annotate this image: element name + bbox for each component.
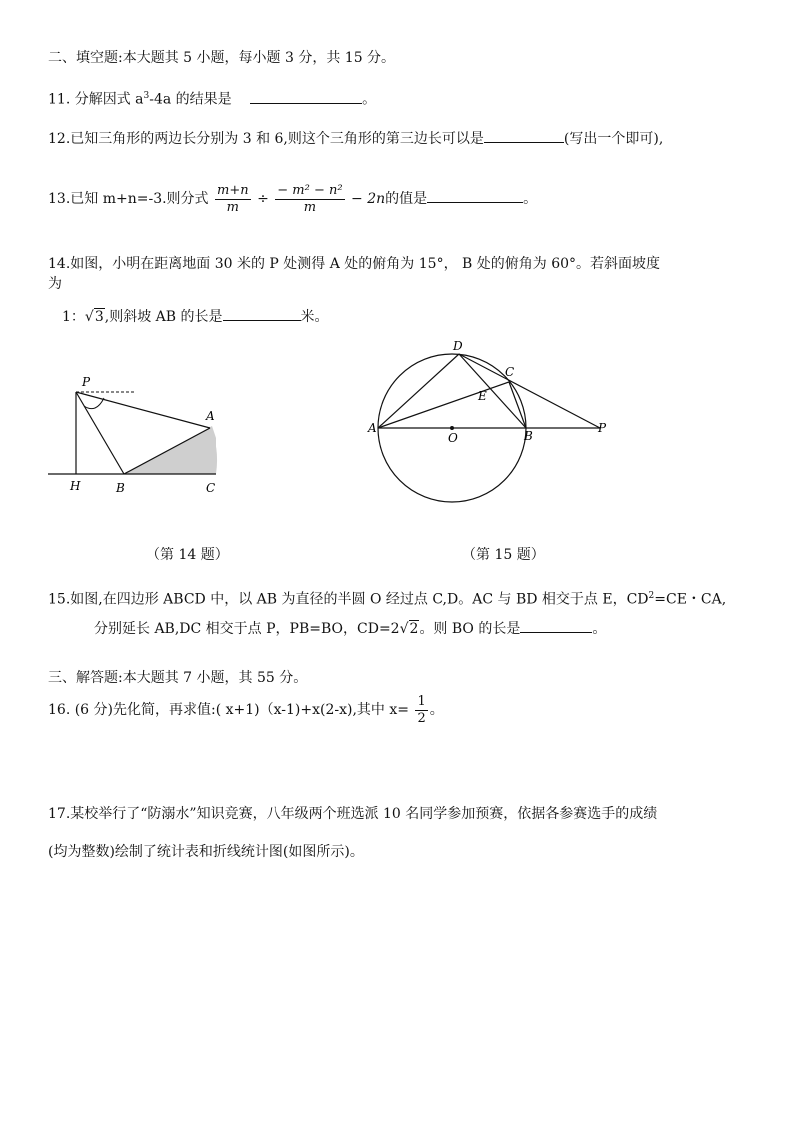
label-C: C: [505, 365, 515, 379]
label-P: P: [82, 375, 91, 389]
question-16: 16. (6 分)先化简，再求值:( x+1)（x-1)+x(2-x),其中 x= $\frac{1}{2}$ 。: [48, 693, 444, 726]
question-14-line-1: 14.如图，小明在距离地面 30 米的 P 处测得 A 处的俯角为 15°， B 处的俯角为 60°。若斜面坡度: [48, 256, 661, 272]
segment-CB: [509, 382, 526, 428]
question-14-line-3: 1：√3,则斜坡 AB 的长是 米。: [62, 306, 329, 327]
sqrt-2: √2: [399, 621, 419, 637]
label-E: E: [478, 389, 487, 403]
fraction-m-plus-n-over-m: $\frac{m+n}{m}$: [217, 182, 249, 215]
label-O: O: [448, 431, 458, 445]
segment-AD: [378, 354, 459, 428]
label-H: H: [70, 479, 81, 493]
question-13: 13.已知 m+n=-3.则分式 $\frac{m+n}{m}$ ÷ $\frac{\text{− m² − n²}}{m}$ − 2n的值是 。: [48, 182, 538, 215]
question-15-line-1: 15.如图,在四边形 ABCD 中，以 AB 为直径的半圆 O 经过点 C,D。AC 与 BD 相交于点 E，$CD^2=CE$・CA,: [48, 591, 727, 608]
question-17-line-1: 17.某校举行了“防溺水”知识竞赛，八年级两个班选派 10 名同学参加预赛，依据各参赛选手的成绩: [48, 806, 658, 822]
sqrt-3: √3: [84, 309, 104, 325]
label-A: A: [206, 409, 215, 423]
section-3-heading: 三、解答题:本大题其 7 小题，其 55 分。: [48, 670, 308, 686]
angle-arc: [84, 398, 104, 409]
question-15-line-2: 分别延长 AB,DC 相交于点 P，PB=BO，CD=2√2。则 BO 的长是 。: [94, 618, 606, 639]
figure-14-diagram: [44, 366, 224, 496]
question-11: 11. 分解因式 $a^3-4a$ 的结果是 。: [48, 86, 376, 110]
label-P: P: [598, 421, 607, 435]
figure-15-caption: （第 15 题）: [462, 547, 545, 563]
fraction-neg-m2-minus-n2-over-m: $\frac{\text{− m² − n²}}{m}$: [277, 182, 343, 215]
answer-blank-15[interactable]: [520, 618, 592, 633]
answer-blank-12[interactable]: [484, 128, 564, 143]
question-12: 12.已知三角形的两边长分别为 3 和 6,则这个三角形的第三边长可以是 (写出一个即可),: [48, 128, 663, 149]
section-2-heading: 二、填空题:本大题其 5 小题，每小题 3 分，共 15 分。: [48, 50, 396, 66]
answer-blank-14[interactable]: [223, 306, 301, 321]
question-17-line-2: (均为整数)绘制了统计表和折线统计图(如图所示)。: [48, 844, 364, 860]
label-D: D: [453, 340, 463, 353]
label-A: A: [368, 421, 377, 435]
label-B: B: [524, 429, 533, 443]
fraction-one-half: $\frac{1}{2}$: [417, 693, 426, 726]
center-point-O: [450, 426, 454, 430]
label-B: B: [116, 481, 125, 495]
figure-14-caption: （第 14 题）: [146, 547, 229, 563]
label-C: C: [206, 481, 216, 495]
segment-AC: [378, 382, 509, 428]
question-14-line-2: 为: [48, 276, 62, 292]
segment-PA: [76, 392, 210, 428]
answer-blank-13[interactable]: [427, 188, 523, 203]
answer-blank-11[interactable]: [250, 89, 362, 104]
figure-15-diagram: [364, 340, 624, 510]
